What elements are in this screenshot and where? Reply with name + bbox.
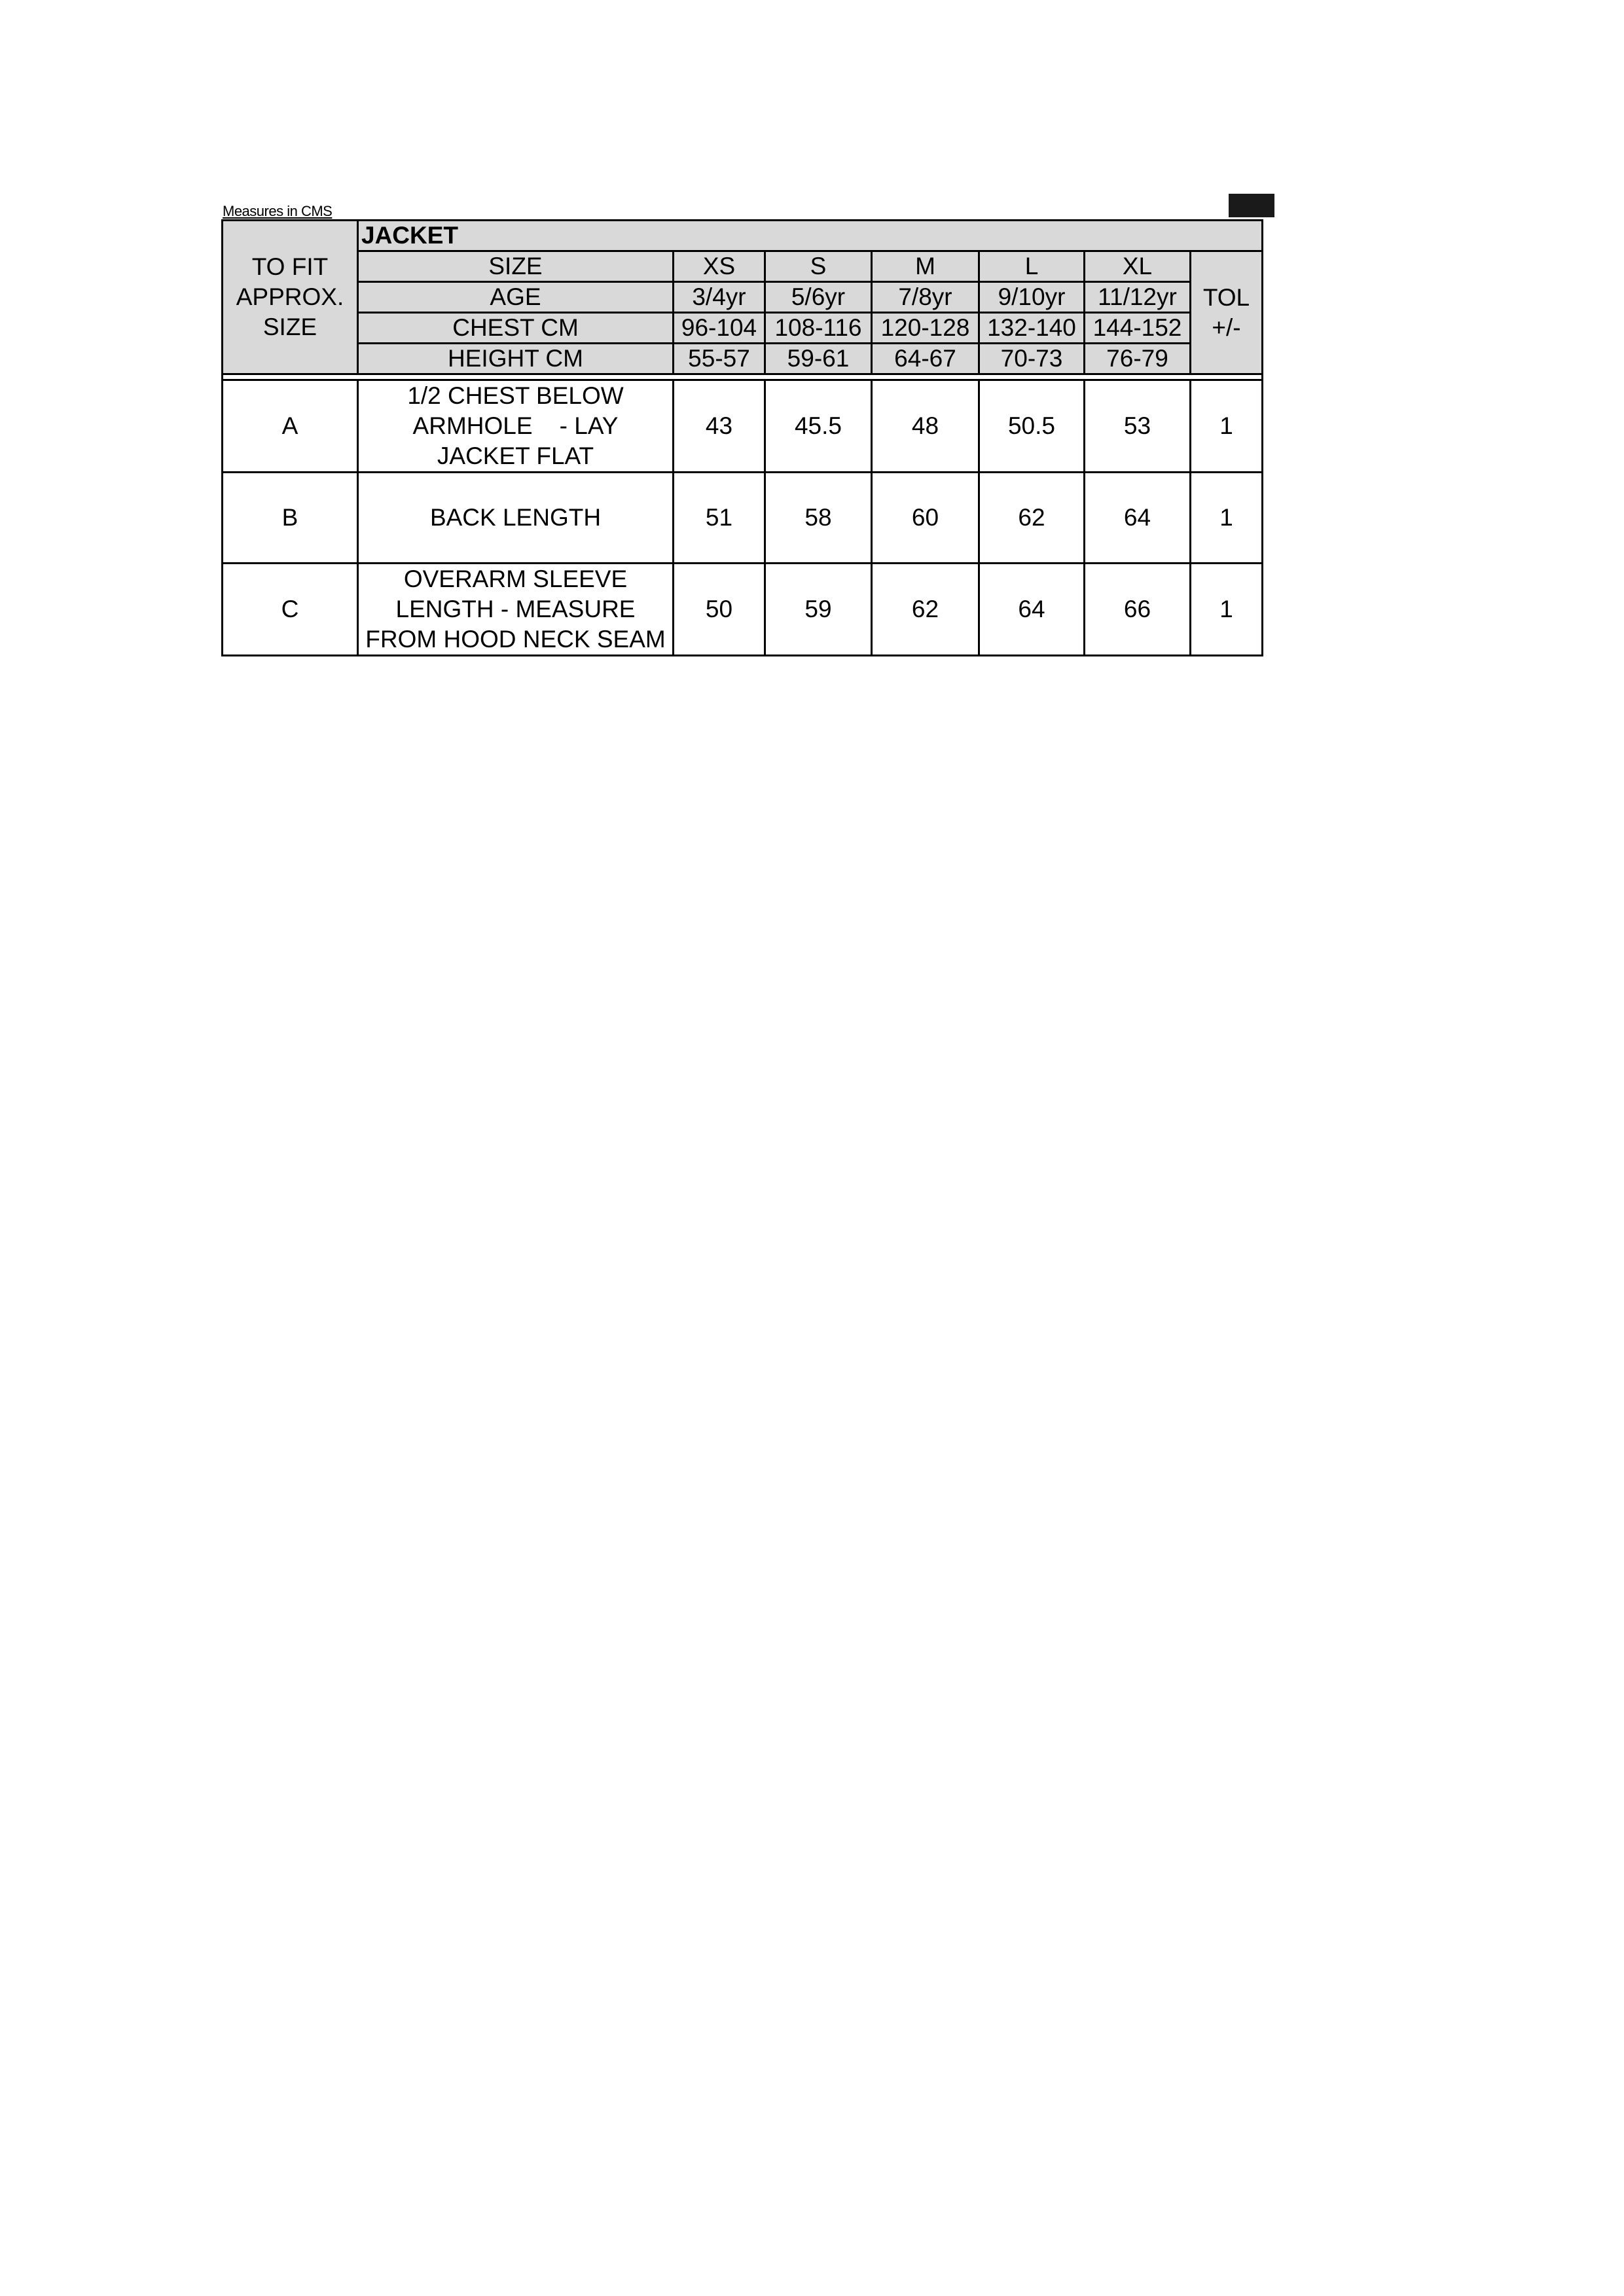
chest-value: 144-152 bbox=[1085, 313, 1191, 344]
measure-value: 59 bbox=[765, 564, 872, 656]
measure-value: 62 bbox=[872, 564, 979, 656]
chest-value: 120-128 bbox=[872, 313, 979, 344]
measure-value: 51 bbox=[674, 473, 765, 564]
chest-value: 96-104 bbox=[674, 313, 765, 344]
size-l: L bbox=[979, 251, 1085, 282]
desc-line: JACKET FLAT bbox=[437, 442, 594, 469]
size-s: S bbox=[765, 251, 872, 282]
measure-value: 66 bbox=[1085, 564, 1191, 656]
measurement-row-b bbox=[223, 473, 1263, 564]
tol-label-line: +/- bbox=[1212, 314, 1241, 341]
age-label: AGE bbox=[358, 282, 674, 313]
point-description bbox=[358, 380, 674, 473]
separator-row bbox=[223, 374, 1263, 380]
tolerance-value: 1 bbox=[1191, 564, 1263, 656]
desc-line: FROM HOOD NECK SEAM bbox=[365, 626, 666, 653]
point-description bbox=[358, 473, 674, 564]
desc-line: ARMHOLE - LAY bbox=[412, 412, 619, 439]
size-xs: XS bbox=[674, 251, 765, 282]
measure-value: 64 bbox=[1085, 473, 1191, 564]
measure-value: 58 bbox=[765, 473, 872, 564]
measurement-row-a bbox=[223, 380, 1263, 473]
desc-line: BACK LENGTH bbox=[429, 504, 602, 531]
point-code: B bbox=[223, 473, 358, 564]
tol-label-line: TOL bbox=[1202, 283, 1250, 311]
height-value: 55-57 bbox=[674, 344, 765, 374]
to-fit-size-cell bbox=[223, 221, 358, 374]
measure-value: 48 bbox=[872, 380, 979, 473]
height-value: 76-79 bbox=[1085, 344, 1191, 374]
age-value: 7/8yr bbox=[872, 282, 979, 313]
tolerance-value: 1 bbox=[1191, 473, 1263, 564]
fit-label-line: SIZE bbox=[262, 314, 317, 340]
height-value: 59-61 bbox=[765, 344, 872, 374]
chest-row bbox=[223, 313, 1263, 344]
title-row bbox=[223, 221, 1263, 251]
height-row bbox=[223, 344, 1263, 374]
fit-label-line: TO FIT bbox=[251, 253, 329, 280]
desc-line: OVERARM SLEEVE bbox=[403, 565, 628, 592]
units-note: Measures in CMS bbox=[223, 203, 333, 219]
fit-label-line: APPROX. bbox=[236, 283, 344, 310]
height-value: 70-73 bbox=[979, 344, 1085, 374]
tolerance-header-cell bbox=[1191, 251, 1263, 374]
measure-value: 53 bbox=[1085, 380, 1191, 473]
measure-value: 43 bbox=[674, 380, 765, 473]
measure-value: 45.5 bbox=[765, 380, 872, 473]
desc-line: LENGTH - MEASURE bbox=[395, 596, 636, 622]
point-description bbox=[358, 564, 674, 656]
age-value: 11/12yr bbox=[1085, 282, 1191, 313]
tolerance-value: 1 bbox=[1191, 380, 1263, 473]
size-label: SIZE bbox=[358, 251, 674, 282]
measure-value: 64 bbox=[979, 564, 1085, 656]
measurement-row-c bbox=[223, 564, 1263, 656]
chest-value: 108-116 bbox=[765, 313, 872, 344]
chest-label: CHEST CM bbox=[358, 313, 674, 344]
point-code: A bbox=[223, 380, 358, 473]
chest-value: 132-140 bbox=[979, 313, 1085, 344]
age-value: 9/10yr bbox=[979, 282, 1085, 313]
measure-value: 50.5 bbox=[979, 380, 1085, 473]
point-code: C bbox=[223, 564, 358, 656]
measure-value: 50 bbox=[674, 564, 765, 656]
size-row bbox=[223, 251, 1263, 282]
height-value: 64-67 bbox=[872, 344, 979, 374]
age-value: 5/6yr bbox=[765, 282, 872, 313]
table-title: JACKET bbox=[358, 221, 1263, 251]
double-rule bbox=[223, 374, 1263, 380]
size-m: M bbox=[872, 251, 979, 282]
jacket-spec-table bbox=[221, 219, 1263, 656]
age-value: 3/4yr bbox=[674, 282, 765, 313]
age-row bbox=[223, 282, 1263, 313]
desc-line: 1/2 CHEST BELOW bbox=[407, 382, 624, 409]
measure-value: 60 bbox=[872, 473, 979, 564]
measure-value: 62 bbox=[979, 473, 1085, 564]
black-marker-box bbox=[1229, 194, 1274, 217]
size-xl: XL bbox=[1085, 251, 1191, 282]
height-label: HEIGHT CM bbox=[358, 344, 674, 374]
